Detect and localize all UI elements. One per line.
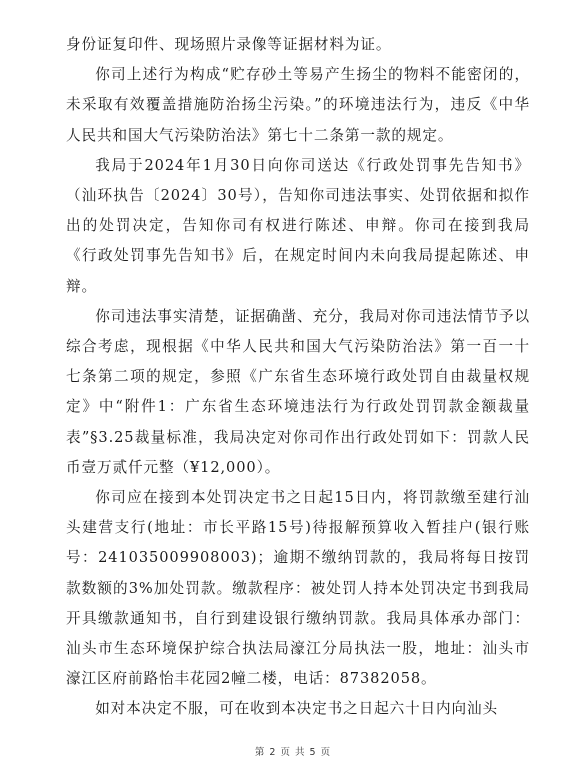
paragraph-notice: 我局于2024年1月30日向你司送达《行政处罚事先告知书》（汕环执告〔2024〕30号），告知你司违法事实、处罚依据和拟作出的处罚决定，告知你司有权进行陈述、申辩。你司在接到我局《行政处罚事先告知书》后，在规定时间内未向我局提起陈述、申辩。 [66, 156, 530, 295]
paragraph-payment-instructions: 你司应在接到本处罚决定书之日起15日内，将罚款缴至建行汕头建营支行(地址：市长平路15号)待报解预算收入暂挂户(银行账号：241035009908003)；逾期不缴纳罚款的，我局将每日按罚款数额的3%加处罚款。缴款程序：被处罚人持本处罚决定书到我局开具缴款通知书，自行到建设银行缴纳罚款。我局具体承办部门：汕头市生态环境保护综合执法局濠江分局执法一股，地址：汕头市濠江区府前路怡丰花园2幢二楼，电话：87382058。 [66, 489, 530, 688]
paragraph-violation: 你司上述行为构成“贮存砂土等易产生扬尘的物料不能密闭的，未采取有效覆盖措施防治扬尘污染。”的环境违法行为，违反《中华人民共和国大气污染防治法》第七十二条第一款的规定。 [66, 66, 530, 144]
paragraph-evidence: 身份证复印件、现场照片录像等证据材料为证。 [66, 36, 392, 53]
paragraph-appeal: 如对本决定不服，可在收到本决定书之日起六十日内向汕头 [95, 700, 499, 718]
page-number-footer: 第 2 页 共 5 页 [254, 747, 332, 758]
paragraph-penalty-decision: 你司违法事实清楚，证据确凿、充分，我局对你司违法情节予以综合考虑，现根据《中华人民共和国大气污染防治法》第一百一十七条第二项的规定，参照《广东省生态环境行政处罚自由裁量权规定》中“附件1：广东省生态环境违法行为行政处罚罚款金额裁量表”§3.25裁量标准，我局决定对你司作出行政处罚如下：罚款人民币壹万贰仟元整（¥12,000）。 [66, 307, 530, 476]
